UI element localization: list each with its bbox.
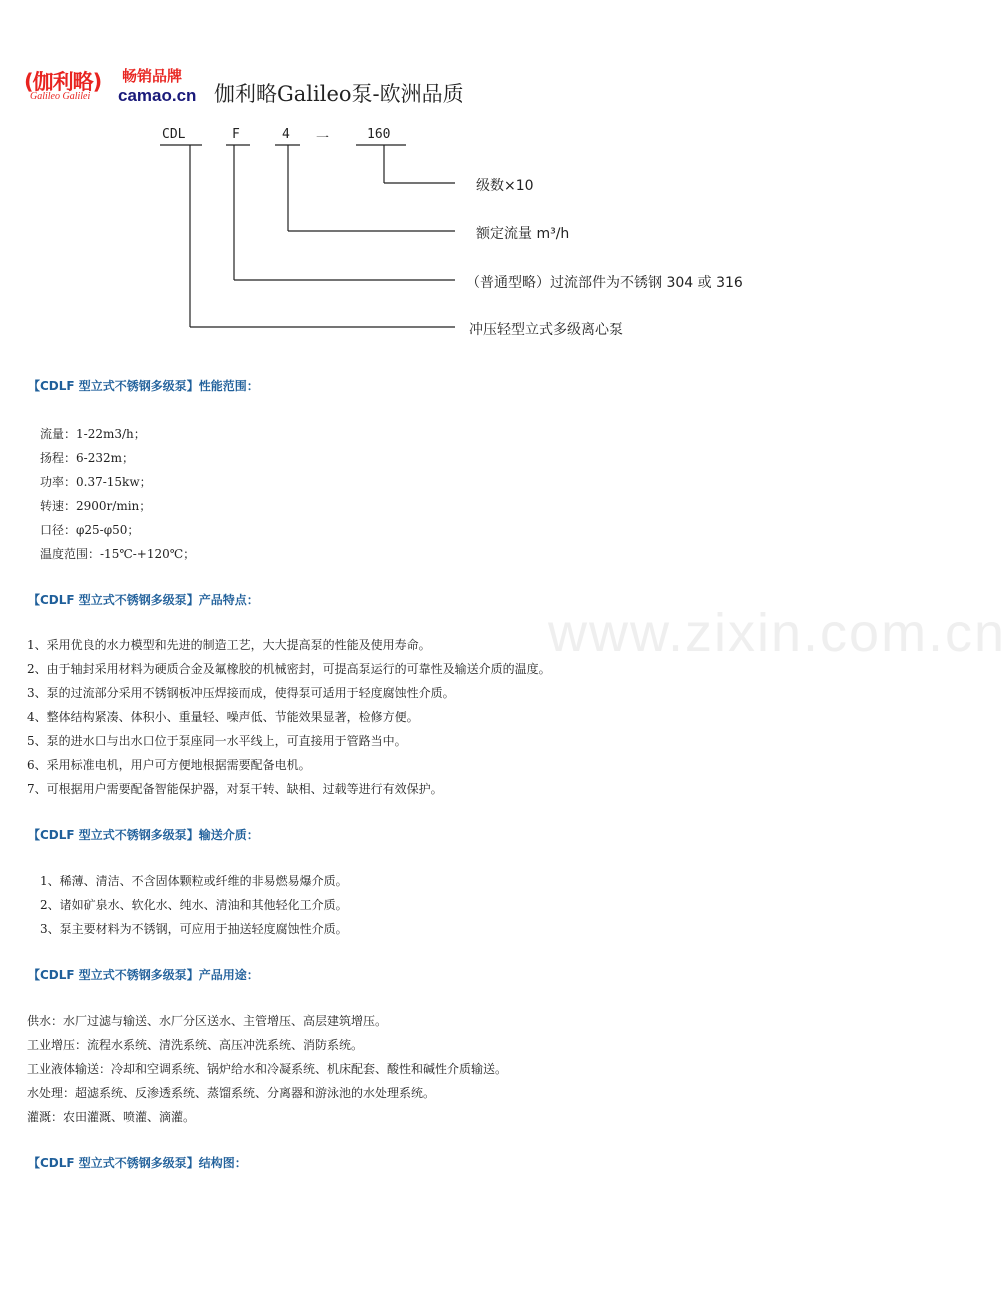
heading-applications: 【CDLF 型立式不锈钢多级泵】产品用途： [28, 968, 259, 982]
spec-line: 转速：2900r/min； [40, 499, 152, 513]
feature-line: 4、整体结构紧凑、体积小、重量轻、噪声低、节能效果显著，检修方便。 [27, 710, 419, 724]
logo-brand-text: 畅销品牌 [122, 67, 183, 85]
code-dash: 一 [316, 131, 330, 146]
spec-line: 扬程：6-232m； [40, 451, 134, 465]
media-line: 2、诸如矿泉水、软化水、纯水、清油和其他轻化工介质。 [40, 898, 348, 912]
logo-main-text: (伽利略) [24, 70, 102, 94]
heading-media: 【CDLF 型立式不锈钢多级泵】输送介质： [28, 828, 259, 842]
heading-structure: 【CDLF 型立式不锈钢多级泵】结构图： [28, 1156, 247, 1170]
application-line: 灌溉：农田灌溉、喷灌、滴灌。 [27, 1110, 196, 1124]
desc-stages: 级数×10 [476, 178, 534, 194]
heading-features: 【CDLF 型立式不锈钢多级泵】产品特点： [28, 593, 259, 607]
spec-line: 流量：1-22m3/h； [40, 427, 146, 441]
watermark: www.zixin.com.cn [548, 603, 1006, 663]
media-line: 3、泵主要材料为不锈钢，可应用于抽送轻度腐蚀性介质。 [40, 922, 348, 936]
application-line: 工业增压：流程水系统、清洗系统、高压冲洗系统、消防系统。 [27, 1038, 364, 1052]
feature-line: 1、采用优良的水力模型和先进的制造工艺，大大提高泵的性能及使用寿命。 [27, 638, 431, 652]
feature-line: 7、可根据用户需要配备智能保护器，对泵干转、缺相、过载等进行有效保护。 [27, 782, 443, 796]
feature-line: 2、由于轴封采用材料为硬质合金及氟橡胶的机械密封，可提高泵运行的可靠性及输送介质的温度。 [27, 662, 551, 676]
feature-line: 6、采用标准电机，用户可方便地根据需要配备电机。 [27, 758, 311, 772]
application-line: 工业液体输送：冷却和空调系统、锅炉给水和冷凝系统、机床配套、酸性和碱性介质输送。 [27, 1062, 508, 1076]
model-code-diagram [140, 118, 800, 348]
desc-material: （普通型略）过流部件为不锈钢 304 或 316 [466, 275, 743, 291]
feature-line: 5、泵的进水口与出水口位于泵座同一水平线上，可直接用于管路当中。 [27, 734, 407, 748]
heading-performance: 【CDLF 型立式不锈钢多级泵】性能范围： [28, 379, 259, 393]
code-cdl: CDL [162, 127, 186, 142]
application-line: 水处理：超滤系统、反渗透系统、蒸馏系统、分离器和游泳池的水处理系统。 [27, 1086, 436, 1100]
code-160: 160 [367, 127, 391, 142]
desc-pump-type: 冲压轻型立式多级离心泵 [469, 322, 623, 338]
brand-title: 伽利略Galileo泵-欧洲品质 [214, 82, 464, 106]
feature-line: 3、泵的过流部分采用不锈钢板冲压焊接而成，使得泵可适用于轻度腐蚀性介质。 [27, 686, 455, 700]
media-line: 1、稀薄、清洁、不含固体颗粒或纤维的非易燃易爆介质。 [40, 874, 348, 888]
diagram-connector-lines [140, 118, 800, 348]
logo-domain-text: camao.cn [118, 86, 197, 105]
brand-logo [24, 66, 214, 106]
code-4: 4 [282, 127, 290, 142]
logo-script-text: Galileo Galilei [30, 91, 91, 102]
spec-line: 功率：0.37-15kw； [40, 475, 152, 489]
application-line: 供水：水厂过滤与输送、水厂分区送水、主管增压、高层建筑增压。 [27, 1014, 388, 1028]
code-f: F [232, 127, 240, 142]
spec-line: 口径：φ25-φ50； [40, 523, 140, 537]
spec-line: 温度范围：-15℃-+120℃； [40, 547, 196, 561]
desc-flow: 额定流量 m³/h [476, 226, 570, 242]
